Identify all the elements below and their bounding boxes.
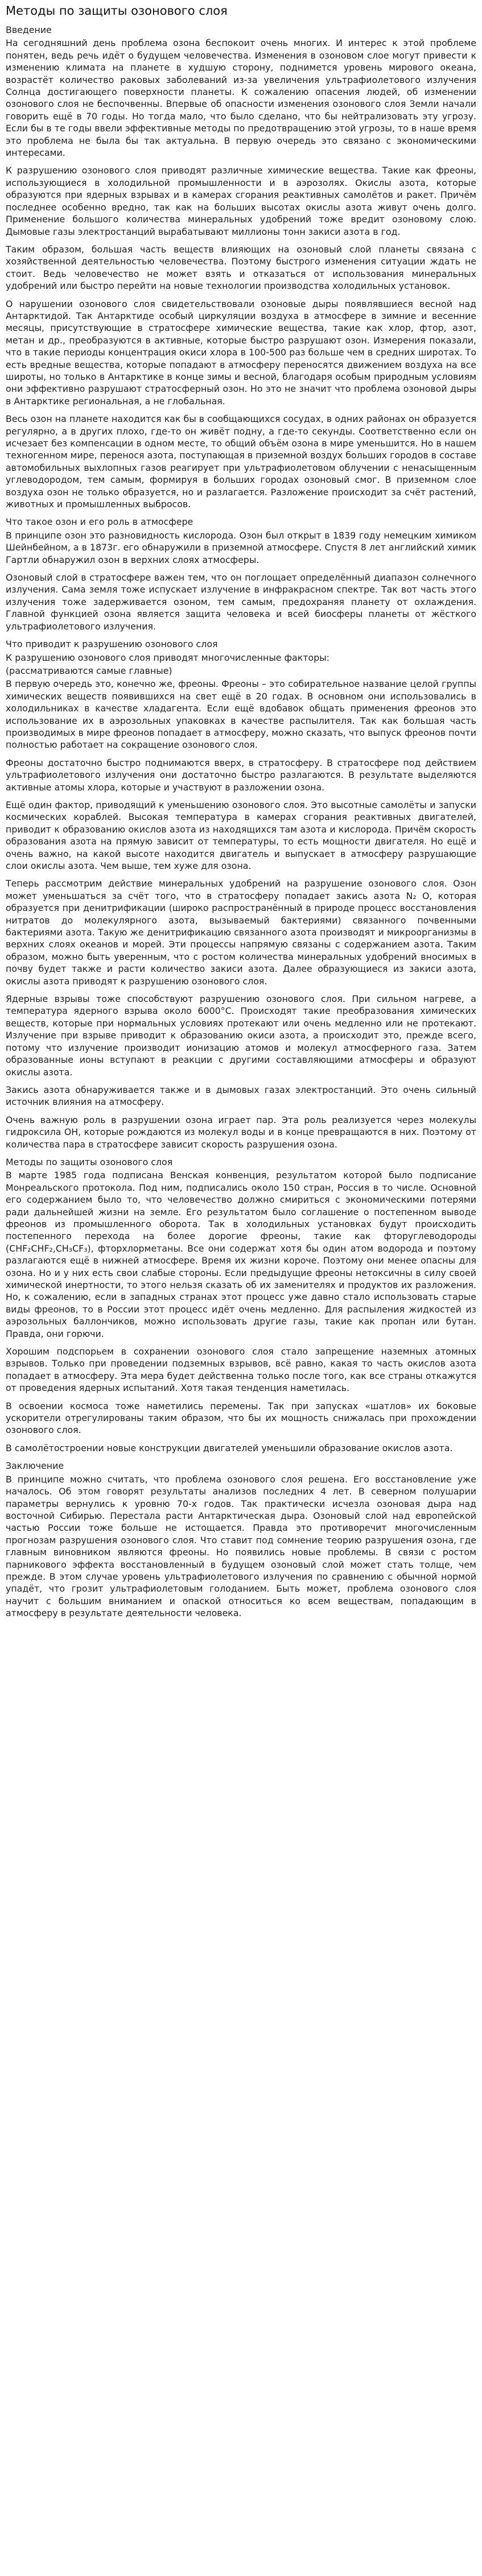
paragraph: (рассматриваются самые главные) [6,665,172,676]
paragraph: В принципе можно считать, что проблема озонового слоя решена. Его восстановление уже началось. Об этом говорят результаты анализов последних 4 лет. В северном полушарии параметры вернулись к уровню 70-х годов. Так практически исчезла озоновая дыра над восточной Сибирью. Перестала расти Антарктическая дыра. Озоновый слой над европейской частью России тоже больше не истощается. Правда это противоречит многочисленным прогнозам разрушения озонового слоя. Что ставит под сомнение теорию разрушения озона, где главным виновником являются фреоны. Но появились новые проблемы. В связи с ростом парникового эффекта восстановленный в будущем озоновый слой может стать толще, чем прежде. В этом случае уровень ультрафиолетового излучения по сравнению с обычной нормой упадёт, что грозит ультрафиолетовым голоданием. Быть может, проблема озонового слоя научит с большим вниманием и опаской относиться ко всем веществам, попадающим в атмосферу в результате деятельности человека. [6,1473,476,1619]
paragraph: Фреоны достаточно быстро поднимаются вверх, в стратосферу. В стратосфере под действием ультрафиолетового излучения они достаточно быстро разлагаются. В результате выделяются активные атомы хлора, которые и участвуют в разложении озона. [6,757,476,793]
paragraph: В марте 1985 года подписана Венская конвенция, результатом которой было подписание Монреальского протокола. Под ним, подписались около 150 стран, Россия в то числе. Основной его содержанием было то, что человечество должно смириться с экономическими потерями ради дальнейшей жизни на земле. Его результатом было соглашение о постепенном выводе фреонов из промышленного оборота. Так в холодильных установках будут происходить постепенного перехода на более дорогие фреоны, такие как фторуглеводороды (CHF₂CHF₂,CH₃CF₃), фторхлорметаны. Все они содержат хотя бы один атом водорода и поэтому разлагаются ещё в нижней атмосфере. Время их жизни короче. Поэтому они менее опасны для озона. Но и у них есть свои слабые стороны. Если предыдущие фреоны нетоксичны в силу своей химической инертности, то этого нельзя сказать об их заменителях и продуктов их разложения. Но, к сожалению, если в западных странах этот процесс уже давно стало использовать старые виды фреонов, то в России этот процесс идёт очень медленно. Для распыления жидкостей из аэрозольных баллончиков, можно использовать другие газы, такие как пропан или бутан. Правда, они горючи. [6,1170,476,1339]
paragraph: Озоновый слой в стратосфере важен тем, что он поглощает определённый диапазон солнечного излучения. Сама земля тоже испускает излучение в инфракрасном спектре. Так вот часть этого излучения тоже задерживается озоном, тем самым, предохраняя планету от охлаждения. Главной функцией озона является защита человека и всей биосферы планеты от жёсткого ультрафиолетового излучения. [6,572,476,632]
paragraph: Ядерные взрывы тоже способствуют разрушению озонового слоя. При сильном нагреве, а температура ядерного взрыва около 6000°C. Происходят такие преобразования химических веществ, которые при нормальных условиях протекают или очень медленно или не протекают. Излучение при взрыве приводит к образованию окиси азота, а происходит это, прежде всего, потому что излучение производит ионизацию атомов и молекул атмосферного газа. Затем образованные ионы вступают в реакции с другими составляющими атмосферы и образуют окислы азота. [6,993,476,1078]
paragraph: Ещё один фактор, приводящий к уменьшению озонового слоя. Это высотные самолёты и запуски космических кораблей. Высокая температура в камерах сгорания реактивных двигателей, приводит к образованию окислов азота из находящихся там азота и кислорода. Причём скорость образования азота на прямую зависит от температуры, то есть мощности двигателя. Но ещё и очень важно, на какой высоте находится двигатель и выпускает в атмосферу разрушающие слои окислы азота. Чем выше, тем хуже для озона. [6,799,476,871]
paragraph: К разрушению озонового слоя приводят многочисленные факторы: [6,652,329,663]
paragraph: Весь озон на планете находится как бы в сообщающихся сосудах, в одних районах он образуется регулярно, а в других плохо, где-то он живёт подну, а где-то секунды. Соответственно если он исчезает без компенсации в одном месте, то общий объём озона в мире уменьшится. Но в нашем техногенном мире, перенося азота, поступающая в приземной воздух больших городов в составе автомобильных выхлопных газов реагирует при ультрафиолетовом облучении с ненасыщенным углеводородом, тем самым, формируя в больших городах озоновый смог. В приземном слое воздуха озон не только образуется, но и разлагается. Разложение происходит за счёт растений, животных и промышленных выбросов. [6,413,476,510]
section-heading: Заключение [6,1460,64,1472]
page-title: Методы по защиты озонового слоя [6,4,228,18]
paragraph: Таким образом, большая часть веществ влияющих на озоновый слой планеты связана с хозяйственной деятельностью человечества. Поэтому быстрого изменения ситуации ждать не стоит. Ведь человечество не может взять и отказаться от использования минеральных удобрений или быстро перейти на новые технологии производства холодильных установок. [6,243,476,292]
paragraph: В освоении космоса тоже наметились перемены. Так при запусках «шатлов» их боковые ускорители отрегулированы таким образом, что бы их мощность снижалась при прохождении озонового слоя. [6,1400,476,1436]
paragraph: В первую очередь это, конечно же, фреоны. Фреоны – это собирательное название целой группы химических веществ появившихся на свет ещё в 20 годах. В основном они использовались в холодильниках в качестве хладагента. Если ещё вдобавок общать применения фреонов это использование их в аэрозольных упаковках в качестве распылителя. Так как большая часть производимых в мире фреонов попадает в атмосферу, можно сказать, что выпуск фреонов почти полностью работает на сокращение озонового слоя. [6,678,476,751]
section-heading: Что такое озон и его роль в атмосфере [6,516,193,528]
section-heading: Введение [6,24,52,35]
section-heading: Что приводит к разрушению озонового слоя [6,639,218,650]
paragraph: В самолётостроении новые конструкции двигателей уменьшили образование окислов азота. [6,1442,453,1453]
paragraph: Хорошим подспорьем в сохранении озонового слоя стало запрещение наземных атомных взрывов. Только при проведении подземных взрывов, всё равно, какая то часть окислов азота попадает в атмосферу. Эта мера будет действенна только после того, как все страны откажутся от проведения ядерных испытаний. Хотя такая тенденция наметилась. [6,1346,476,1394]
paragraph: Теперь рассмотрим действие минеральных удобрений на разрушение озонового слоя. Озон может уменьшаться за счёт того, что в стратосферу попадает закись азота N₂ O, которая образуется при денитрификации (широко распространённый в природе процесс восстановления нитратов до молекулярного азота, вызываемый бактериями) связанного почвенными бактериями азота. Такую же денитрификацию связанного азота производят и микроорганизмы в верхних слоях океанов и морей. Эти процессы напрямую связаны с содержанием азота. Таким образом, можно быть уверенным, что с ростом количества минеральных удобрений вносимых в почву будет также и расти количество закиси азота. Далее образующиеся из закиси азота, окислы азота приводят к разрушению озонового слоя. [6,878,476,987]
document-body [6,24,476,1620]
paragraph: О нарушении озонового слоя свидетельствовали озоновые дыры появлявшиеся весной над Антарктидой. Так Антарктиде особый циркуляции воздуха в атмосфере в зимние и весенние месяцы, присутствующие в стратосфере химические вещества, такие как хлор, фтор, азот, метан и др., преобразуются в активные, которые быстро разрушают озон. Измерения показали, что в такие периоды концентрация окиси хлора в 100-500 раз больше чем в средних широтах. То есть вредные вещества, которые попадают в атмосферу переносятся движением воздуха на все широты, но только в Антарктике в конце зимы и весной, благодаря особым природным условиям они эффективно разрушают стратосферный озон. Но это не значит что проблема озоновой дыры в Антарктике региональная, а не глобальная. [6,298,476,407]
paragraph: Закись азота обнаруживается также и в дымовых газах электростанций. Это очень сильный источник влияния на атмосферу. [6,1084,476,1108]
section-heading: Методы по защиты озонового слоя [6,1156,173,1167]
paragraph: В принципе озон это разновидность кислорода. Озон был открыт в 1839 году немецким химиком Шейнбейном, а в 1873г. его обнаружили в приземной атмосфере. Спустя 8 лет английский химик Гартли обнаружил озон в верхних слоях атмосферы. [6,529,476,565]
paragraph: К разрушению озонового слоя приводят различные химические вещества. Такие как фреоны, использующиеся в холодильной промышленности и в аэрозолях. Окислы азота, которые образуются при ядерных взрывах и в камерах сгорания реактивных самолётов и ракет. Причём последнее особенно вредно, так как на больших высотах окислы азота живут очень долго. Применение большого количества минеральных удобрений тоже вредит озоновому слою. Дымовые газы электростанций вырабатывают миллионы тонн закиси азота в год. [6,165,476,237]
paragraph: Очень важную роль в разрушении озона играет пар. Эта роль реализуется через молекулы гидроксила OH, которые рождаются из молекул воды и в конце превращаются в них. Поэтому от количества пара в стратосфере зависит скорость разрушения озона. [6,1114,476,1150]
paragraph: На сегодняшний день проблема озона беспокоит очень многих. И интерес к этой проблеме понятен, ведь речь идёт о будущем человечества. Изменения в озоновом слое могут привести к изменению климата на планете в худшую сторону, поднимется уровень мирового океана, возрастёт количество раковых заболеваний из-за увеличения ультрафиолетового излучения Солнца достигающего поверхности планеты. К сожалению опасения людей, об изменении озонового слоя не беспочвенны. Впервые об опасности изменения озонового слоя Земли начали говорить ещё в 70 годы. Но тогда мало, что было сделано, что бы нейтрализовать эту угрозу. Если бы в те годы ввели эффективные методы по предотвращению этой угрозы, то в наше время это проблема не была бы так актуальна. В первую очередь это связано с экономическими интересами. [6,38,476,159]
